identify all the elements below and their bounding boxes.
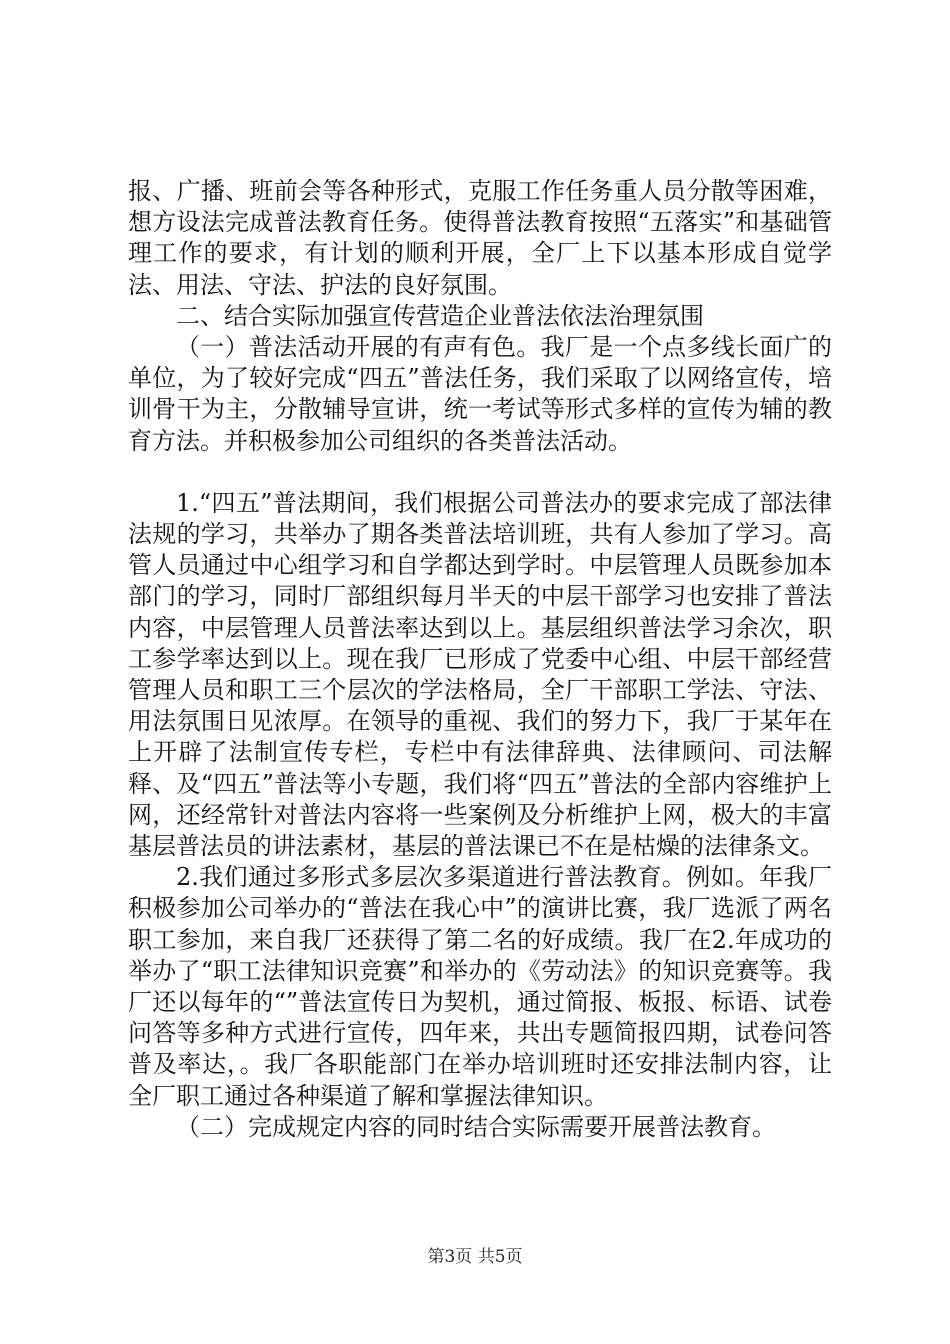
document-body <box>128 176 832 1143</box>
subsection-heading-two: （二）完成规定内容的同时结合实际需要开展普法教育。 <box>176 1112 776 1141</box>
paragraph-continuation: 报、广播、班前会等各种形式，克服工作任务重人员分散等困难，想方设法完成普法教育任务。使得普法教育按照“五落实”和基础管理工作的要求，有计划的顺利开展，全厂上下以基本形成自觉学法、用法、守法、护法的良好氛围。 <box>128 177 832 299</box>
subsection-heading-one: （一）普法活动开展的有声有色。我厂是一个点多线长面广的单位，为了较好完成“四五”普法任务，我们采取了以网络宣传，培训骨干为主，分散辅导宣讲，统一考试等形式多样的宣传为辅的教育方法。并积极参加公司组织的各类普法活动。 <box>128 333 832 455</box>
page-footer: 第3页 共5页 <box>427 1247 523 1267</box>
paragraph-item-1: 1.“四五”普法期间，我们根据公司普法办的要求完成了部法律法规的学习，共举办了期各类普法培训班，共有人参加了学习。高管人员通过中心组学习和自学都达到学时。中层管理人员既参加本部门的学习，同时厂部组织每月半天的中层干部学习也安排了普法内容，中层管理人员普法率达到以上。基层组织普法学习余次，职工参学率达到以上。现在我厂已形成了党委中心组、中层干部经营管理人员和职工三个层次的学法格局，全厂干部职工学法、守法、用法氛围日见浓厚。在领导的重视、我们的努力下，我厂于某年在上开辟了法制宣传专栏，专栏中有法律辞典、法律顾问、司法解释、及“四五”普法等小专题，我们将“四五”普法的全部内容维护上网，还经常针对普法内容将一些案例及分析维护上网，极大的丰富基层普法员的讲法素材，基层的普法课已不在是枯燥的法律条文。 <box>128 488 832 861</box>
paragraph-item-2: 2.我们通过多形式多层次多渠道进行普法教育。例如。年我厂积极参加公司举办的“普法在我心中”的演讲比赛，我厂选派了两名职工参加，来自我厂还获得了第二名的好成绩。我厂在2.年成功的举办了“职工法律知识竞赛”和举办的《劳动法》的知识竞赛等。我厂还以每年的“”普法宣传日为契机，通过简报、板报、标语、试卷问答等多种方式进行宣传，四年来，共出专题简报四期，试卷问答普及率达，。我厂各职能部门在举办培训班时还安排法制内容，让全厂职工通过各种渠道了解和掌握法律知识。 <box>128 863 832 1110</box>
section-heading-two: 二、结合实际加强宣传营造企业普法依法治理氛围 <box>176 301 704 330</box>
